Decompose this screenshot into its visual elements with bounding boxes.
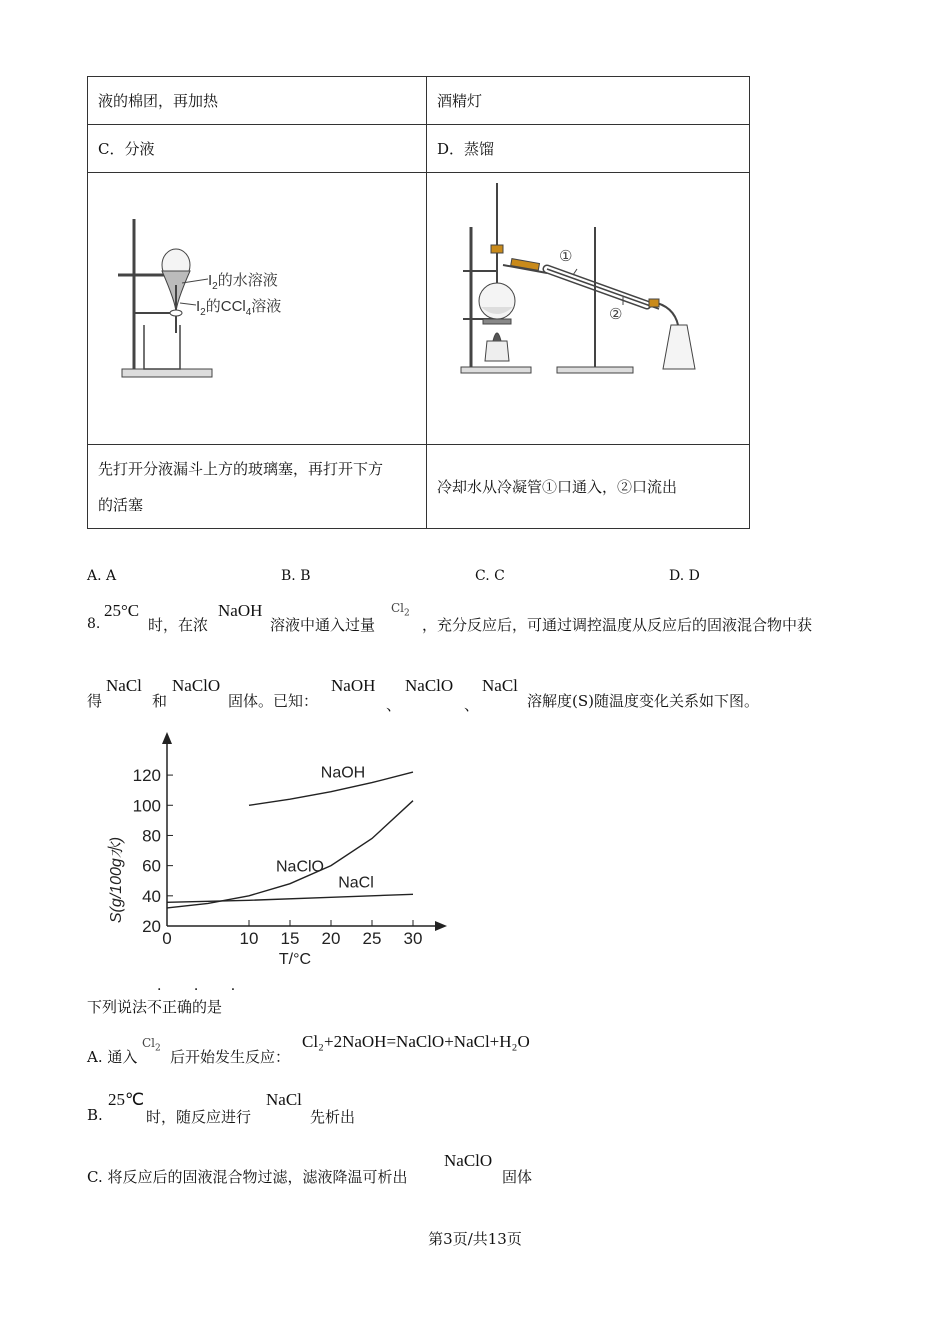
- page-footer: 第3页/共13页: [428, 1230, 522, 1248]
- y-tick-label: 100: [132, 796, 161, 816]
- series-line-nacl: [167, 894, 413, 902]
- x-tick-label: 15: [280, 929, 300, 948]
- q8-known-naoh: NaOH: [331, 676, 376, 695]
- chart-series: [167, 765, 413, 908]
- y-tick-label: 60: [142, 856, 161, 876]
- x-tick-label: 0: [162, 929, 172, 948]
- label-aqueous-layer: $I_2$的水溶液: [208, 272, 278, 292]
- q8-option-a-cl2: $Cl_2$: [142, 1036, 161, 1054]
- cell-option-c: C．分液: [88, 125, 427, 173]
- q8-text-5: 和: [152, 692, 168, 710]
- q8-option-a-formula: Cl₂+2NaOH=NaClO+NaCl+H₂O: [302, 1032, 530, 1051]
- x-tick-label: 10: [239, 929, 259, 948]
- r4-left-line1: 先打开分液漏斗上方的玻璃塞，再打开下方: [98, 459, 384, 478]
- series-line-naclo: [167, 801, 413, 908]
- x-tick-label: 25: [362, 929, 382, 948]
- solubility-chart: [95, 730, 455, 970]
- cell-option-d: D．蒸馏: [427, 125, 750, 173]
- q8-naclo: NaClO: [172, 676, 221, 695]
- cell-r1-right: 酒精灯: [427, 77, 750, 125]
- q8-known-nacl: NaCl: [482, 676, 518, 695]
- q8-number: 8.: [87, 616, 101, 632]
- cell-r1-left: 液的棉团，再加热: [88, 77, 427, 125]
- q8-option-c-text: C. 将反应后的固液混合物过滤，滤液降温可析出: [87, 1168, 408, 1186]
- cell-separation-figure: [88, 173, 427, 445]
- q8-option-b-mid: 时，随反应进行: [146, 1108, 252, 1126]
- q8-naoh: NaOH: [218, 601, 263, 620]
- q8-option-b-prefix: B.: [87, 1106, 103, 1124]
- q8-sep-2: 、: [464, 696, 480, 714]
- q8-stem-emphasis: 不正确: [147, 998, 193, 1016]
- q8-nacl: NaCl: [106, 676, 142, 695]
- option-b: B. B: [281, 568, 311, 584]
- q8-text-1: 时，在浓: [148, 616, 209, 634]
- q8-text-6: 固体。已知：: [228, 692, 319, 710]
- option-c: C. C: [475, 568, 505, 584]
- condenser-inlet-label: ①: [559, 248, 573, 265]
- y-tick-label: 40: [142, 886, 161, 906]
- q8-cl2: $Cl_2$: [391, 601, 410, 619]
- cell-r4-left: [88, 445, 427, 529]
- q8-option-b-temp: 25℃: [108, 1090, 145, 1109]
- r4-left-line2: 的活塞: [98, 495, 144, 514]
- q8-temp: 25°C: [104, 601, 140, 620]
- emphasis-dots: · · ·: [157, 982, 250, 998]
- experiment-table: [87, 76, 750, 529]
- q8-option-c-chem: NaClO: [444, 1151, 493, 1170]
- q8-option-b-chem: NaCl: [266, 1090, 302, 1109]
- q8-text-4: 得: [87, 692, 103, 710]
- q8-text-7: 溶解度(S)随温度变化关系如下图。: [527, 692, 759, 710]
- x-axis-arrow: [435, 921, 447, 931]
- q8-sep-1: 、: [386, 696, 402, 714]
- chart-ticks: [133, 766, 423, 948]
- label-ccl4-layer: $I_2$的CCl$_4$溶液: [196, 298, 282, 318]
- separatory-funnel-figure: [88, 173, 406, 443]
- x-axis-label: T/°C: [278, 951, 312, 968]
- y-tick-label: 20: [142, 917, 161, 936]
- cell-r4-right: 冷却水从冷凝管①口通入，②口流出: [427, 445, 750, 529]
- series-label-naclo: NaClO: [275, 858, 325, 876]
- q8-known-naclo: NaClO: [405, 676, 454, 695]
- q8-stem: 下列说法不正确的是: [87, 998, 223, 1016]
- condenser-outlet-label: ②: [609, 306, 623, 323]
- option-a: A. A: [87, 568, 117, 584]
- q8-text-2: 溶液中通入过量: [270, 616, 376, 634]
- q8-text-3: ，充分反应后，可通过调控温度从反应后的固液混合物中获: [422, 616, 813, 634]
- q8-option-c-end: 固体: [502, 1168, 533, 1186]
- option-d: D. D: [669, 568, 700, 584]
- series-label-nacl: NaCl: [338, 874, 374, 892]
- y-tick-label: 120: [132, 766, 161, 786]
- q8-option-a-after: 后开始发生反应：: [170, 1048, 291, 1066]
- cell-distillation-figure: [427, 173, 750, 445]
- distillation-apparatus-figure: [427, 173, 751, 443]
- y-tick-label: 80: [142, 826, 161, 846]
- series-label-naoh: NaOH: [320, 764, 366, 782]
- q8-option-b-end: 先析出: [310, 1108, 356, 1126]
- y-axis-arrow: [162, 732, 172, 744]
- x-tick-label: 20: [321, 929, 341, 948]
- x-tick-label: 30: [403, 929, 423, 948]
- q8-option-a-text: A. 通入: [87, 1048, 138, 1066]
- y-axis-label: S(g/100g水): [108, 836, 125, 924]
